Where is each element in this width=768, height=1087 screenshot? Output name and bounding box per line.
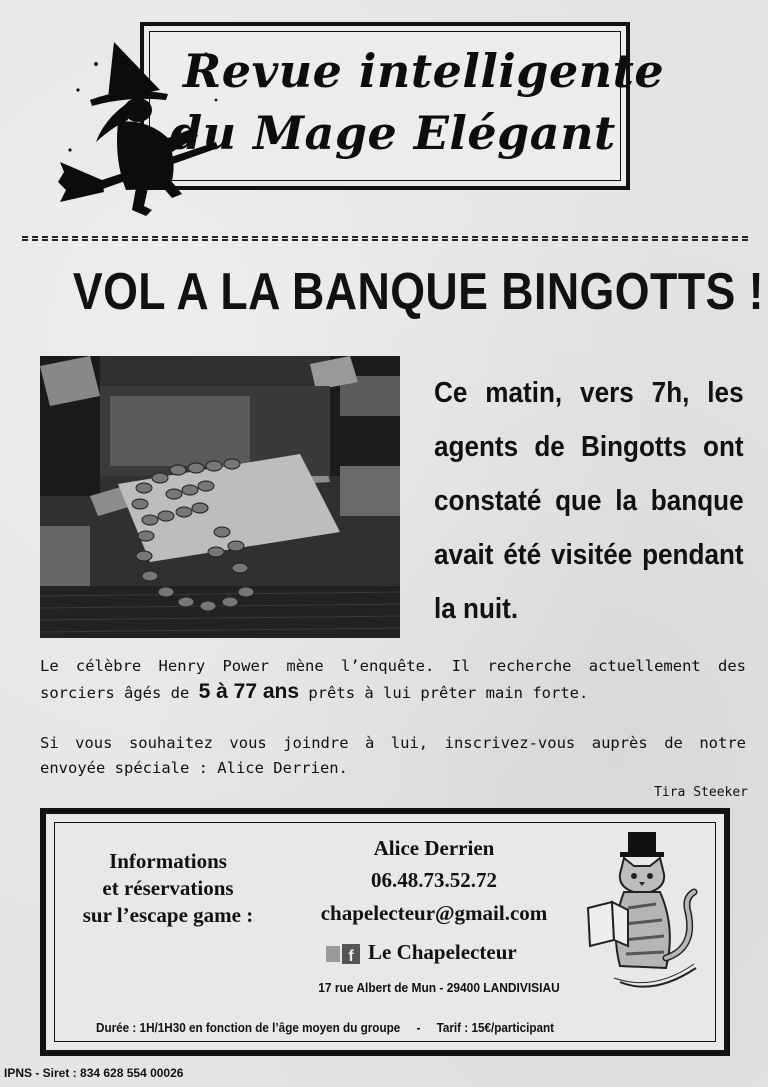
info-label-line1: Informations bbox=[109, 849, 227, 873]
facebook-page-name: Le Chapelecteur bbox=[368, 940, 517, 964]
separator: - bbox=[416, 1020, 421, 1035]
contact-name: Alice Derrien bbox=[373, 836, 495, 860]
masthead-title-line1: Revue intelligente bbox=[183, 44, 665, 98]
duration: Durée : 1H/1H30 en fonction de l’âge moyen du groupe bbox=[96, 1020, 401, 1035]
body-paragraph-1-start: Le célèbre Henry Power mène l’enquête. Il recherche actuellement des sorciers âgés de bbox=[40, 657, 746, 702]
masthead-title-line2: du Mage Elégant bbox=[170, 106, 616, 160]
body-paragraph-1 bbox=[40, 654, 746, 706]
info-label-line2: et réservations bbox=[102, 876, 234, 900]
age-range-emphasis: 5 à 77 ans bbox=[198, 680, 300, 703]
coins-pound-sign-photo bbox=[40, 356, 400, 638]
headline: VOL A LA BANQUE BINGOTTS ! bbox=[72, 263, 764, 321]
contact-email[interactable]: chapelecteur@gmail.com bbox=[320, 901, 548, 925]
lead-paragraph: Ce matin, vers 7h, les agents de Bingotts ont constaté que la banque avait été visitée pendant la nuit. bbox=[434, 377, 744, 625]
info-label bbox=[60, 848, 276, 929]
facebook-icon bbox=[326, 944, 360, 964]
svg-text:f: f bbox=[348, 948, 354, 964]
facebook-page-link[interactable] bbox=[322, 940, 562, 968]
address: 17 rue Albert de Mun - 29400 LANDIVISIAU bbox=[318, 980, 560, 995]
cat-with-top-hat-icon bbox=[584, 828, 712, 1000]
section-divider bbox=[22, 236, 748, 241]
body-paragraph-1-end: prêts à lui prêter main forte. bbox=[299, 684, 589, 702]
contact-phone[interactable]: 06.48.73.52.72 bbox=[371, 868, 497, 892]
author-signature: Tira Steeker bbox=[654, 785, 748, 800]
info-label-line3: sur l’escape game : bbox=[82, 903, 254, 927]
footer-legal: IPNS - Siret : 834 628 554 00026 bbox=[4, 1066, 184, 1080]
body-paragraph-2: Si vous souhaitez vous joindre à lui, inscrivez-vous auprès de notre envoyée spéciale : Alice Derrien. bbox=[40, 734, 746, 777]
duration-and-price bbox=[96, 1020, 636, 1035]
price: Tarif : 15€/participant bbox=[436, 1020, 555, 1035]
